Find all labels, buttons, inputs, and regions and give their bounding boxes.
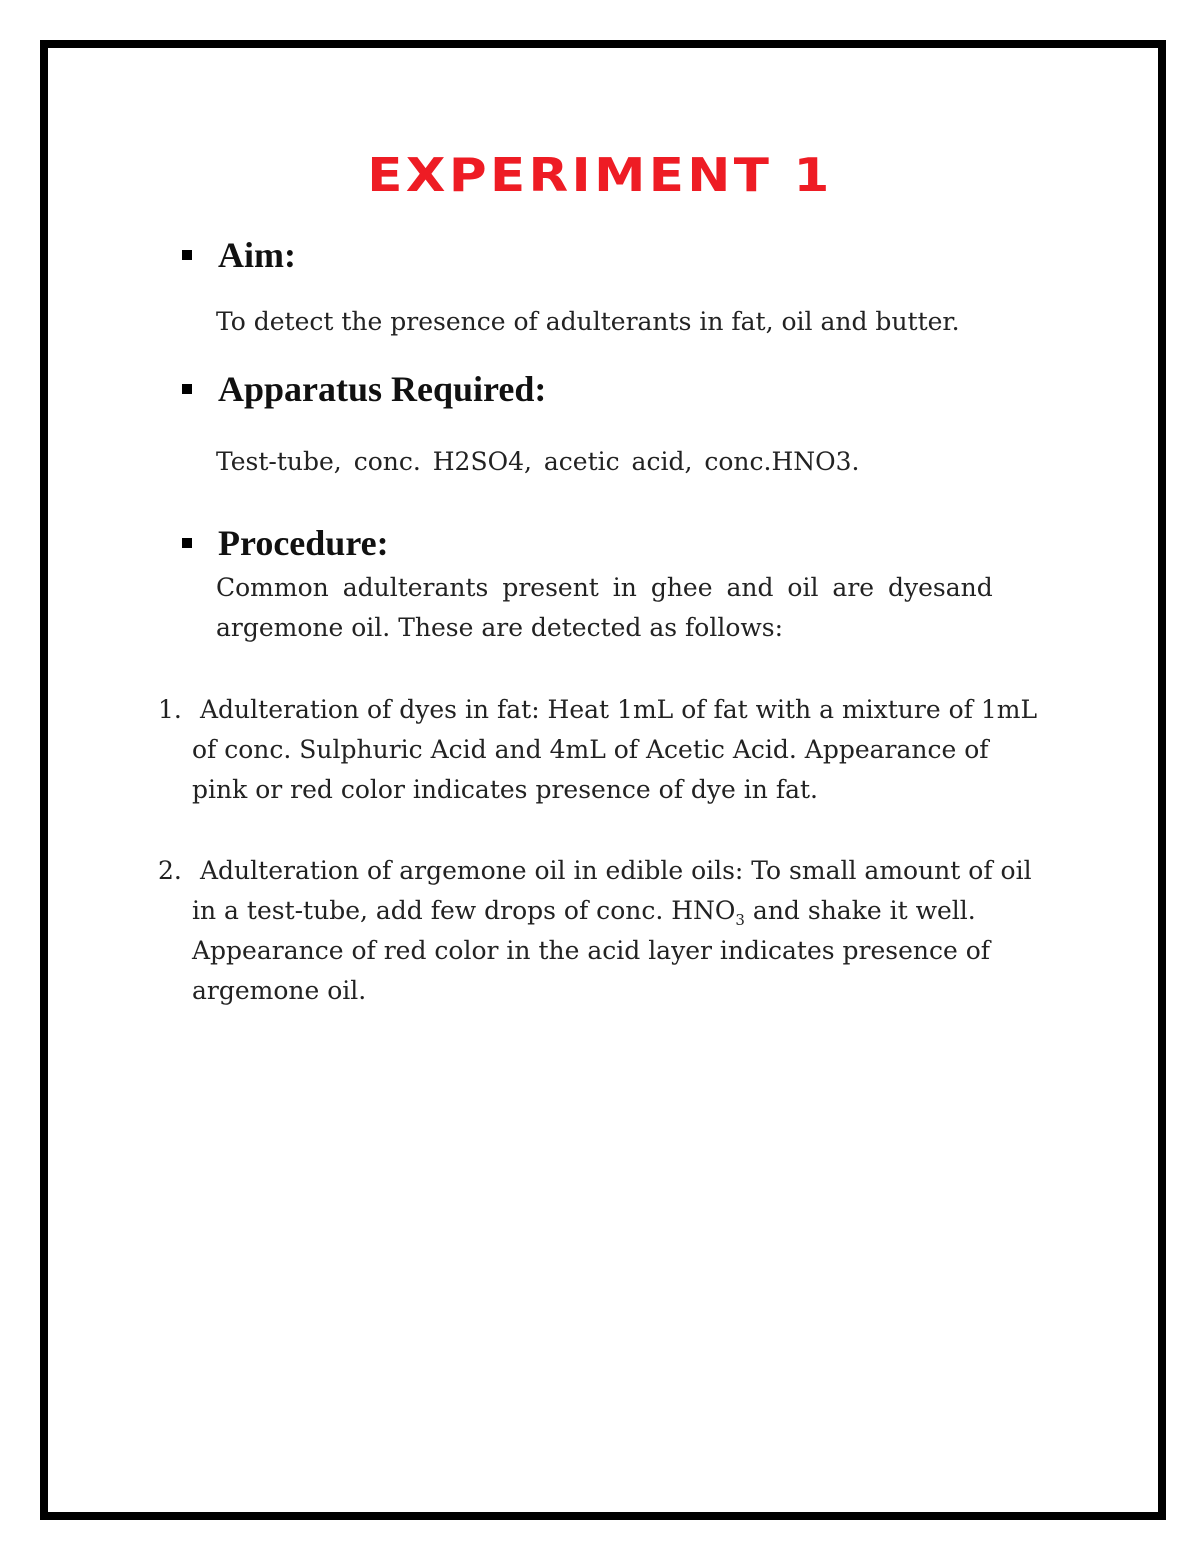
list-item-text <box>192 690 1058 810</box>
list-item-line <box>192 891 1058 931</box>
square-bullet-icon <box>182 384 192 394</box>
list-item <box>158 851 1058 1011</box>
list-item-line: of conc. Sulphuric Acid and 4mL of Acetic Acid. Appearance of <box>192 735 989 764</box>
aim-heading-label: Aim: <box>218 235 296 275</box>
square-bullet-icon <box>182 250 192 260</box>
procedure-intro-line2: argemone oil. These are detected as follows: <box>216 613 784 642</box>
subscript: 3 <box>735 911 745 929</box>
list-item-line: Adulteration of dyes in fat: Heat 1mL of fat with a mixture of 1mL <box>200 695 1038 724</box>
list-item-line: argemone oil. <box>192 976 367 1005</box>
apparatus-heading <box>180 368 546 410</box>
aim-heading <box>180 234 296 276</box>
list-number: 1. <box>158 695 182 724</box>
square-bullet-icon <box>182 538 192 548</box>
procedure-heading-label: Procedure: <box>218 523 389 563</box>
procedure-intro-line1: Common adulterants present in ghee and oil are dyesand <box>216 573 993 602</box>
list-item <box>158 690 1058 810</box>
list-number: 2. <box>158 856 182 885</box>
procedure-heading <box>180 522 389 564</box>
apparatus-text: Test-tube, conc. H2SO4, acetic acid, conc.HNO3. <box>216 447 860 476</box>
list-item-text <box>192 851 1058 1011</box>
list-item-line-end: and shake it well. <box>744 896 976 925</box>
aim-text: To detect the presence of adulterants in fat, oil and butter. <box>216 307 960 336</box>
list-item-line: pink or red color indicates presence of dye in fat. <box>192 775 818 804</box>
page-title: EXPERIMENT 1 <box>367 148 833 202</box>
apparatus-heading-label: Apparatus Required: <box>218 369 547 409</box>
list-item-line-start: in a test-tube, add few drops of conc. HNO <box>192 896 736 925</box>
list-item-line: Appearance of red color in the acid layer indicates presence of <box>192 936 991 965</box>
list-item-line: Adulteration of argemone oil in edible oils: To small amount of oil <box>200 856 1032 885</box>
